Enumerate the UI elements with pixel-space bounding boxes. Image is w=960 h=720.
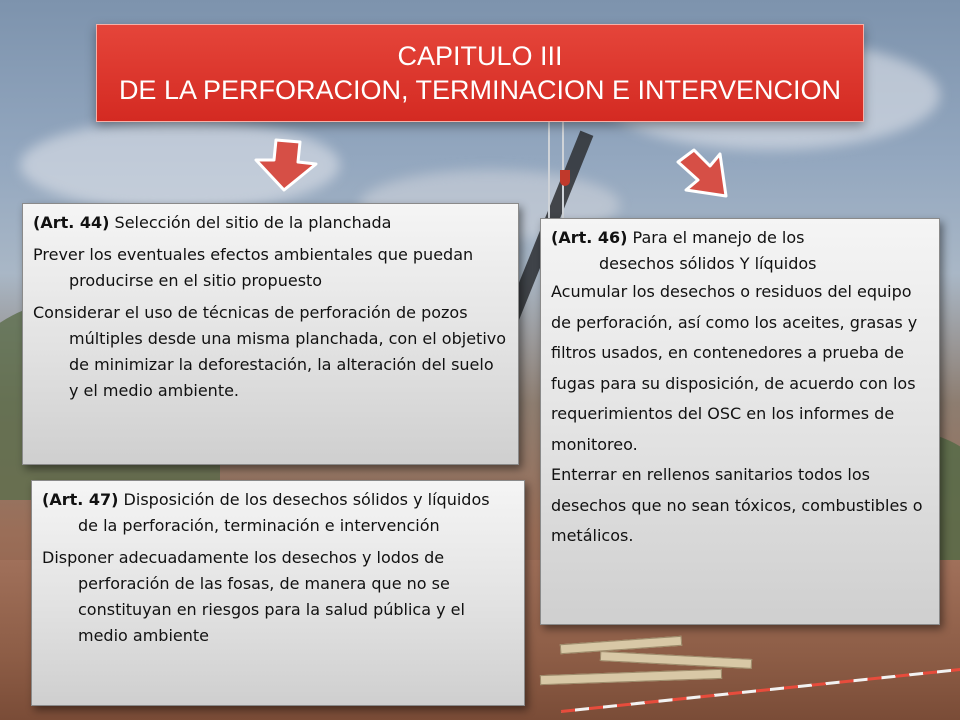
article-46-heading-cont: desechos sólidos Y líquidos	[599, 254, 817, 273]
article-46-ref: (Art. 46)	[551, 228, 628, 247]
article-47-ref: (Art. 47)	[42, 490, 119, 509]
article-44-box	[22, 203, 519, 465]
article-46-box	[540, 218, 940, 625]
article-44-item-1: Prever los eventuales efectos ambientales que puedan producirse en el sitio propuesto	[33, 245, 474, 290]
article-46-heading: (Art. 46) Para el manejo de los	[551, 228, 805, 247]
article-44-ref: (Art. 44)	[33, 213, 110, 232]
article-44-item-2: Considerar el uso de técnicas de perforación de pozos múltiples desde una misma planchada, con el objetivo de minimizar la deforestación, la alteración del suelo y el medio ambiente.	[33, 303, 507, 400]
down-right-arrow-icon	[672, 144, 742, 204]
down-arrow-icon	[250, 136, 330, 196]
chapter-subtitle: DE LA PERFORACION, TERMINACION E INTERVENCION	[118, 75, 842, 105]
article-47-item-1: Disponer adecuadamente los desechos y lodos de perforación de las fosas, de manera que no se constituyan en riesgos para la salud pública y el medio ambiente	[42, 548, 465, 645]
article-47-heading: (Art. 47) Disposición de los desechos sólidos y líquidos de la perforación, terminación e intervención	[42, 490, 490, 535]
article-47-box	[31, 480, 525, 706]
chapter-number: CAPITULO III	[397, 41, 563, 71]
crane-hook	[560, 170, 570, 186]
article-46-para-1: Acumular los desechos o residuos del equipo de perforación, así como los aceites, grasas y filtros usados, en contenedores a prueba de fugas para su disposición, de acuerdo con los requerimientos del OSC en los informes de monitoreo.	[551, 282, 918, 454]
article-46-para-2: Enterrar en rellenos sanitarios todos los desechos que no sean tóxicos, combustibles o metálicos.	[551, 465, 923, 545]
article-44-heading: (Art. 44) Selección del sitio de la planchada	[33, 213, 392, 232]
chapter-title	[96, 24, 864, 122]
